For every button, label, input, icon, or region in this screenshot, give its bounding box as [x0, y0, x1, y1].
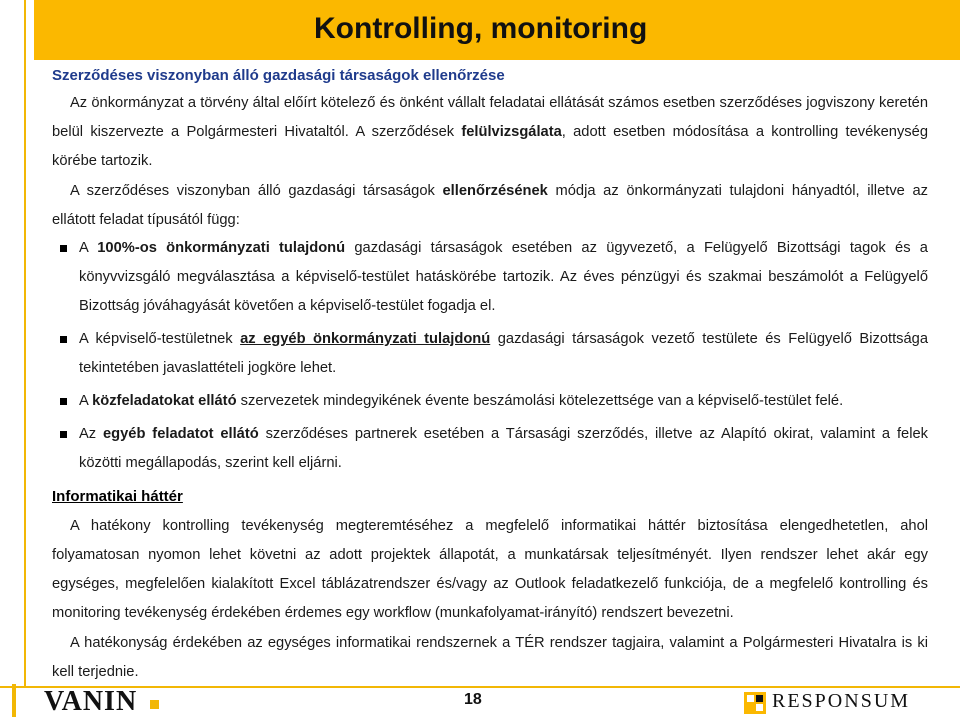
- list-item: [56, 387, 928, 416]
- bold-underlined-text: az egyéb önkormányzati tulajdonú: [240, 331, 491, 347]
- paragraph-control-mode: [52, 177, 928, 235]
- square-bullet-icon: [60, 431, 67, 438]
- text-run: A hatékony kontrolling tevékenység megteremtéséhez a megfelelő informatikai háttér biztosítása elengedhetetlen, ahol folyamatosan nyomon lehet követni az adott projektek állapotát, a munkatársak teljesítményét. Ilyen rendszer lehet akár egy egységes, megfelelően kialakított Excel táblázatrendszer és/vagy az Outlook feladatkezelő funkciója, de a megfelelő kontrolling és monitoring tevékenység érdekében érdemes egy workflow (munkafolyamat-irányító) rendszert bevezetni.: [52, 518, 928, 621]
- bold-text: közfeladatokat ellátó: [92, 393, 237, 409]
- text-run: A szerződéses viszonyban álló gazdasági társaságok: [70, 183, 443, 199]
- responsum-logo: RESPONSUM: [772, 690, 911, 712]
- list-item: [56, 420, 928, 478]
- bold-text: felülvizsgálata: [461, 124, 562, 140]
- text-run: A: [79, 240, 98, 256]
- bold-text: 100%-os önkormányzati tulajdonú: [97, 240, 346, 256]
- vanin-square-icon: [150, 700, 159, 709]
- text-run: A hatékonyság érdekében az egységes informatikai rendszernek a TÉR rendszer tagjaira, valamint a Polgármesteri Hivatalra is ki kell terjednie.: [52, 635, 928, 680]
- text-run: Az: [79, 426, 103, 442]
- page-title: Kontrolling, monitoring: [314, 12, 648, 45]
- paragraph-outsourcing: [52, 89, 928, 176]
- text-run: szerződéses partnerek esetében a Társasági szerződés, illetve az Alapító okirat, valamint a felek közötti megállapodás, szerint kell eljárni.: [79, 426, 928, 471]
- vanin-logo: VANIN: [44, 686, 138, 717]
- list-item: [56, 325, 928, 383]
- vanin-mark-icon: [12, 684, 16, 717]
- bold-text: ellenőrzésének: [442, 183, 548, 199]
- text-run: Az önkormányzat a törvény által előírt kötelező és önként vállalt feladatai ellátását számos esetben szerződéses jogviszony keretén belül kiszervezte a Polgármesteri Hivataltól. A szerződések: [52, 95, 928, 140]
- bullet-list: [56, 234, 928, 482]
- left-accent-line: [24, 0, 26, 686]
- paragraph-it-background: [52, 512, 928, 628]
- paragraph-efficiency: [52, 629, 928, 687]
- text-run: szervezetek mindegyikének évente beszámolási kötelezettsége van a képviselő-testület felé.: [236, 393, 844, 409]
- text-run: gazdasági társaságok esetében az ügyvezető, a Felügyelő Bizottsági tagok és a könyvvizsgáló megválasztása a képviselő-testület hatáskörébe tartozik. Az éves pénzügyi és szakmai beszámolót a Felügyelő Bizottság jóváhagyását követően a képviselő-testület fogadja el.: [79, 240, 928, 314]
- list-item: [56, 234, 928, 321]
- section-heading-it: Informatikai háttér: [52, 488, 183, 505]
- text-run: , adott esetben módosítása a kontrolling tevékenység körébe tartozik.: [52, 124, 928, 169]
- responsum-logo-icon: [744, 692, 766, 714]
- text-run: A képviselő-testületnek: [79, 331, 241, 347]
- text-run: gazdasági társaságok vezető testülete és Felügyelő Bizottsága tekintetében javaslattételi jogköre lehet.: [79, 331, 928, 376]
- bold-text: egyéb feladatot ellátó: [103, 426, 259, 442]
- section-heading-contracts: Szerződéses viszonyban álló gazdasági társaságok ellenőrzése: [52, 67, 505, 84]
- square-bullet-icon: [60, 336, 67, 343]
- text-run: módja az önkormányzati tulajdoni hányadtól, illetve az ellátott feladat típusától függ:: [52, 183, 928, 228]
- footer-divider: [0, 686, 960, 688]
- square-bullet-icon: [60, 245, 67, 252]
- page-number: 18: [464, 691, 482, 708]
- text-run: A: [79, 393, 93, 409]
- square-bullet-icon: [60, 398, 67, 405]
